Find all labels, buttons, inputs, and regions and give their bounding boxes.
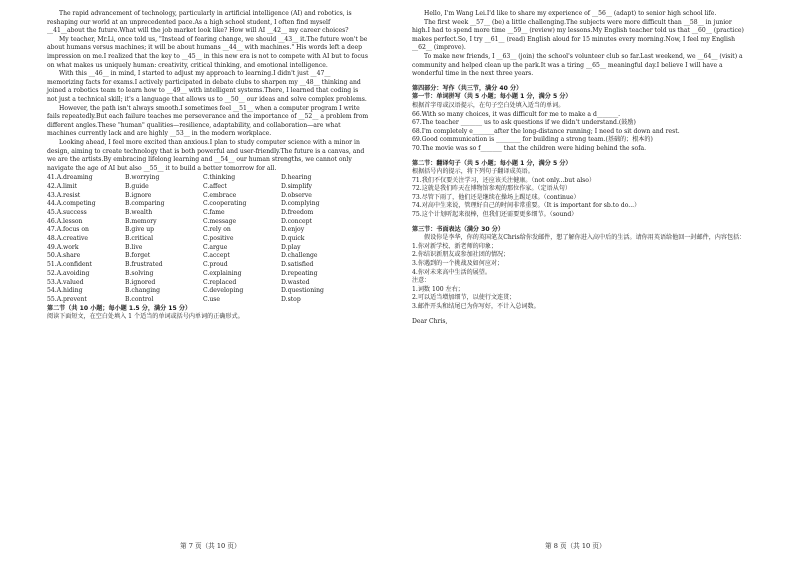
option-choice: 53.A.valued (47, 278, 84, 286)
writing-point: 3.你遇到的一个挑战及如何应对； (412, 260, 504, 268)
option-choice: 45.A.success (47, 209, 87, 217)
section1-title: 第一节：单词拼写（共 5 小题；每小题 1 分，满分 5 分） (412, 93, 572, 101)
note-item: 3.邮件开头和结尾已为你写好，不计入总词数。 (412, 303, 540, 310)
section2-instruction: 阅读下面短文，在空白处填入 1 个适当的单词或括号内单词的正确形式。 (47, 313, 244, 321)
option-choice: D.repeating (281, 269, 318, 277)
option-choice: B.solving (125, 269, 154, 277)
option-choice: 50.A.share (47, 252, 81, 260)
option-choice: 47.A.focus on (47, 226, 89, 234)
option-choice: C.embrace (203, 191, 237, 199)
option-choice: 49.A.work (47, 243, 79, 251)
spelling-item: 69.Good communication is ________ for building a strong team.(基础的；根本的) (412, 136, 653, 144)
passage-paragraph: However, the path isn't always smooth.I sometimes feel __51__ when a computer program I write fails repeatedly.But each failure teaches me perseverance and the importance of __52__ a problem from different angles.These "human" qualities—resilience, adaptability, and collaboration—are what machines currently lack and are highly __53__ in the modern workplace. (47, 104, 369, 138)
option-choice: D.observe (281, 191, 312, 199)
writing-point: 1.你对新学校、新老师的印象； (412, 242, 498, 250)
option-choice: C.proud (203, 261, 228, 269)
option-choice: D.wasted (281, 278, 310, 286)
right-page (412, 10, 748, 326)
option-choice: 55.A.prevent (47, 295, 87, 303)
page-footer-right: 第 8 页（共 10 页） (545, 542, 606, 550)
option-choice: C.thinking (203, 174, 236, 182)
section1-instruction: 根据首字母或汉语提示，在句子空白处填入适当的单词。 (412, 101, 565, 109)
option-choice: B.worrying (125, 174, 160, 182)
options-grid (47, 174, 369, 304)
left-page (47, 10, 369, 322)
option-choice: 46.A.lesson (47, 217, 83, 225)
option-choice: C.positive (203, 235, 234, 243)
option-choice: B.give up (125, 226, 155, 234)
option-choice: B.live (125, 243, 143, 251)
spelling-item: 68.I'm completely e_______after the long-distance running; I need to sit down and rest. (412, 127, 680, 135)
option-choice: D.hearing (281, 174, 312, 182)
spelling-item: 66.With so many choices, it was difficult for me to make a d_______. (412, 110, 621, 118)
translation-item: 71.我们不仅要关注学习，还应该关注健康。（not only...but also） (412, 176, 596, 184)
option-choice: B.frustrated (125, 261, 163, 269)
option-choice: D.complying (281, 200, 320, 208)
translation-item: 74.对高中生来说，管理好自己的时间非常重要。（It is important for sb.to do...） (412, 202, 641, 210)
option-choice: B.control (125, 295, 154, 303)
option-choice: B.critical (125, 235, 154, 243)
notes-label: 注意： (412, 277, 431, 285)
option-choice: C.use (203, 295, 221, 303)
writing-point: 2.你结识新朋友或参加社团的情况； (412, 251, 510, 259)
option-choice: C.message (203, 217, 237, 225)
option-choice: 54.A.hiding (47, 287, 83, 295)
option-choice: D.stop (281, 295, 301, 303)
letter-greeting: Dear Chris, (412, 317, 448, 325)
passage-paragraph: Looking ahead, I feel more excited than anxious.I plan to study computer science with a minor in design, aiming to create technology that is both powerful and user-friendly.The future is a canvas, and we are the artists.By embracing lifelong learning and __54__ our human strengths, we cannot only navigate the age of AI but also __55__ it to build a better tomorrow for all. (47, 138, 365, 172)
note-item: 1.词数 100 左右； (412, 285, 464, 293)
section2-instruction-right: 根据括号内的提示，将下列句子翻译成英语。 (412, 168, 534, 176)
option-choice: C.argue (203, 243, 228, 251)
option-choice: B.forget (125, 252, 151, 260)
writing-prompt: 假设你是李华，你的英国笔友Chris给你发邮件，想了解你进入高中后的生活。请你用英语给他回一封邮件，内容包括： (424, 234, 746, 242)
option-choice: B.guide (125, 182, 149, 190)
part4-title: 第四部分：写作（共三节，满分 40 分） (412, 84, 523, 92)
option-choice: D.questioning (281, 287, 324, 295)
section2-title-right: 第二节：翻译句子（共 5 小题；每小题 1 分，满分 5 分） (412, 159, 572, 167)
option-choice: C.developing (203, 287, 244, 295)
option-choice: B.memory (125, 217, 157, 225)
section3-title: 第三节：书面表达（满分 30 分） (412, 225, 504, 233)
passage-paragraph: With this __46__ in mind, I started to adjust my approach to learning.I didn't just __47__ memorizing facts for exams.I actively participated in debate clubs to sharpen my __48__ thinking and joined a robotics team to learn how to __49__ with intelligent systems.There, I learned that coding is not just a technical skill; it's a language that allows us to __50__ our ideas and solve complex problems. (47, 70, 367, 103)
writing-point: 4.你对未来高中生活的展望。 (412, 268, 491, 276)
translation-item: 72.这就是我们昨天在博物馆参观的那位作家。（定语从句） (412, 185, 571, 193)
option-choice: C.replaced (203, 278, 237, 286)
option-choice: D.play (281, 243, 301, 251)
section2-title: 第二节（共 10 小题；每小题 1.5 分，满分 15 分） (47, 304, 192, 312)
option-choice: 51.A.confident (47, 261, 92, 269)
translation-item: 75.这个计划听起来很棒，但我们还需要更多细节。（sound） (412, 211, 578, 219)
option-choice: 48.A.creative (47, 235, 89, 243)
option-choice: B.ignored (125, 278, 156, 286)
option-choice: 44.A.competing (47, 200, 96, 208)
option-choice: D.freedom (281, 209, 314, 217)
option-choice: 43.A.resist (47, 191, 81, 199)
option-choice: D.simplify (281, 182, 312, 190)
option-choice: C.fame (203, 209, 225, 217)
translation-item: 73.尽管下雨了，他们还是继续在操场上踢足球。（continue） (412, 193, 580, 201)
grammar-paragraph: To make new friends, I __63__ (join) the school's volunteer club so far.Last weekend, we __64__ (visit) a community and helped clean up the park.It was a tiring __65__ meaningful day.I believe I will have a wonderful time in the next three years. (412, 52, 743, 78)
option-choice: 41.A.dreaming (47, 174, 93, 182)
option-choice: D.challenge (281, 252, 318, 260)
option-choice: C.explaining (203, 269, 242, 277)
grammar-paragraph: The first week __57__ (be) a little challenging.The subjects were more difficult than __58__ in junior high.I had to spend more time __59__ (review) my lessons.My English teacher told us that __60__ (practice) makes perfect.So, I try __61__ (read) English aloud for 15 minutes every morning.Now, I feel my English __62__ (improve). (412, 18, 744, 52)
passage-paragraph: The rapid advancement of technology, particularly in artificial intelligence (AI) and robotics, is reshaping our world at an unprecedented pace.As a high school student, I often find myself __41__about the future.What will the job market look like? How will AI __42__ my career choices? (47, 10, 352, 35)
option-choice: C.cooperating (203, 200, 247, 208)
note-item: 2.可以适当增加细节，以使行文连贯； (412, 294, 516, 302)
spelling-item: 67.The teacher _______ us to ask questions if we didn't understand.(鼓励) (412, 119, 636, 127)
option-choice: 42.A.limit (47, 182, 78, 190)
option-choice: C.rely on (203, 226, 231, 234)
option-choice: D.enjoy (281, 226, 305, 234)
option-choice: C.affect (203, 182, 227, 190)
option-choice: 52.A.avoiding (47, 269, 90, 277)
page-footer-left: 第 7 页（共 10 页） (180, 542, 241, 550)
grammar-paragraph: Hello, I'm Wang Lei.I'd like to share my experience of __56__ (adapt) to senior high school life. (424, 10, 717, 17)
option-choice: C.accept (203, 252, 230, 260)
option-choice: B.changing (125, 287, 160, 295)
option-choice: B.ignore (125, 191, 152, 199)
cloze-passage (47, 10, 369, 173)
spelling-item: 70.The movie was so f_______ that the children were hiding behind the sofa. (412, 144, 647, 152)
passage-paragraph: My teacher, Mr.Li, once told us, "Instead of fearing change, we should __43__ it.The future won't be about humans versus machines; it will be about humans __44__ with machines." His words left a deep impression on me.I realized that the key to __45__ in this new era is not to compete with AI but to focus on what makes us uniquely human: creativity, critical thinking, and emotional intelligence. (47, 35, 368, 69)
option-choice: B.comparing (125, 200, 165, 208)
option-choice: D.quick (281, 235, 305, 243)
option-choice: D.satisfied (281, 261, 314, 269)
option-choice: B.wealth (125, 209, 153, 217)
option-choice: D.concept (281, 217, 312, 225)
